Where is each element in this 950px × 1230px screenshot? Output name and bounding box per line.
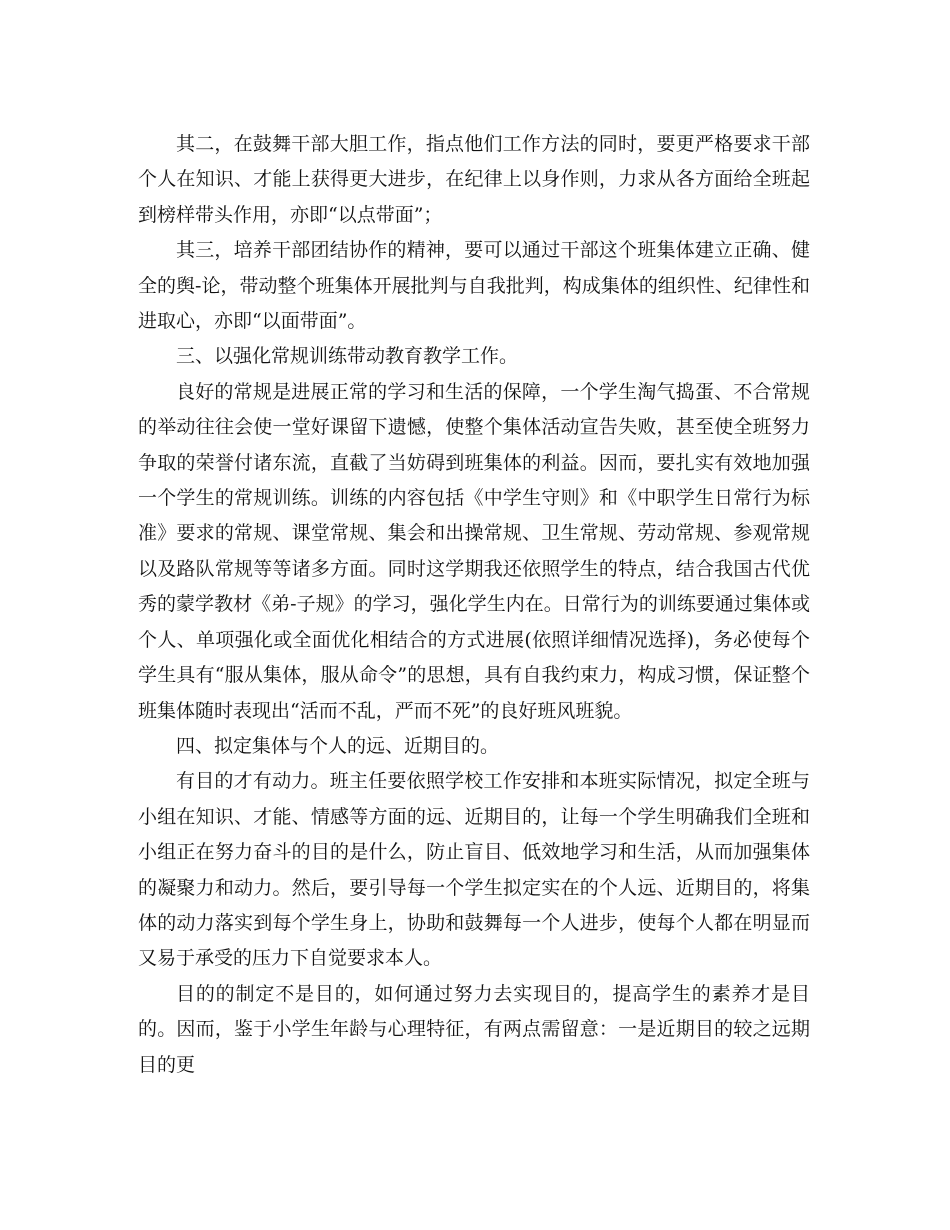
section-heading-routine-training: 三、以强化常规训练带动教育教学工作。: [176, 345, 519, 368]
paragraph-cadre-standards: 其二，在鼓舞干部大胆工作，指点他们工作方法的同时，要更严格要求干部个人在知识、才能上获得更大进步，在纪律上以身作则，力求从各方面给全班起到榜样带头作用，亦即“以点带面”；: [138, 133, 810, 226]
section-heading-goals: 四、拟定集体与个人的远、近期目的。: [176, 734, 500, 757]
paragraph-goals: 有目的才有动力。班主任要依照学校工作安排和本班实际情况，拟定全班与小组在知识、才能、情感等方面的远、近期目的，让每一个学生明确我们全班和小组正在努力奋斗的目的是什么，防止盲目、低效地学习和生活，从而加强集体的凝聚力和动力。然后，要引导每一个学生拟定实在的个人远、近期目的，将集体的动力落实到每个学生身上，协助和鼓舞每一个人进步，使每个人都在明显而又易于承受的压力下自觉要求本人。: [138, 770, 810, 970]
paragraph-routine-training: 良好的常规是进展正常的学习和生活的保障，一个学生淘气捣蛋、不合常规的举动往往会使一堂好课留下遗憾，使整个集体活动宣告失败，甚至使全班努力争取的荣誉付诸东流，直截了当妨碍到班集体的利益。因而，要扎实有效地加强一个学生的常规训练。训练的内容包括《中学生守则》和《中职学生日常行为标准》要求的常规、课堂常规、集会和出操常规、卫生常规、劳动常规、参观常规以及路队常规等等诸多方面。同时这学期我还依照学生的特点，结合我国古代优秀的蒙学教材《弟-子规》的学习，强化学生内在。日常行为的训练要通过集体或个人、单项强化或全面优化相结合的方式进展(依照详细情况选择)，务必使每个学生具有“服从集体，服从命令”的思想，具有自我约束力，构成习惯，保证整个班集体随时表现出“活而不乱，严而不死”的良好班风班貌。: [138, 380, 810, 722]
paragraph-cadre-cooperation: 其三，培养干部团结协作的精神，要可以通过干部这个班集体建立正确、健全的舆-论，带动整个班集体开展批判与自我批判，构成集体的组织性、纪律性和进取心，亦即“以面带面”。: [138, 239, 810, 333]
document-body: [138, 127, 810, 1083]
paragraph-goal-achievement: 目的的制定不是目的，如何通过努力去实现目的，提高学生的素养才是目的。因而，鉴于小学生年龄与心理特征，有两点需留意：一是近期目的较之远期目的更: [138, 982, 810, 1076]
